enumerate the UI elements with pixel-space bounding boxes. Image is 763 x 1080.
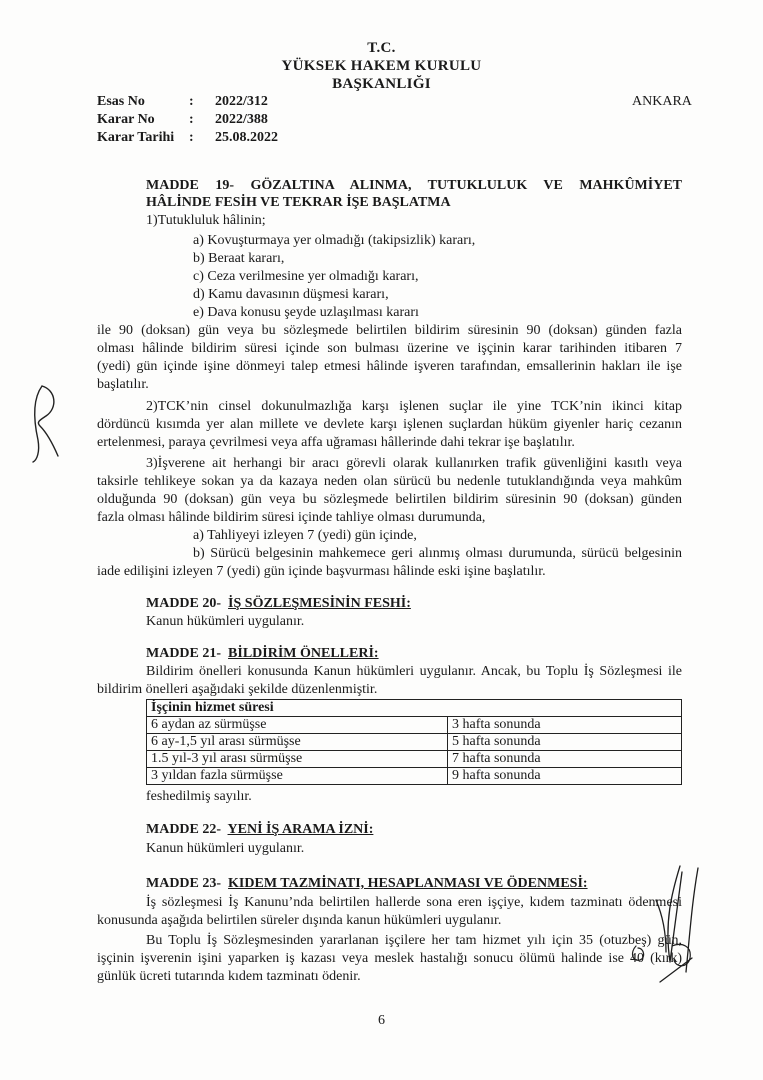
m19-p3b-line: iade edilişini izleyen 7 (yedi) gün içinde başvurması hâlinde eski işine başlatılır. [97, 564, 546, 579]
m23-p1-line: İş sözleşmesi İş Kanunu’nda belirtilen hallerde sona eren işçiye, kıdem tazminatı ödenmesi [146, 895, 682, 910]
m19-p3b-line: b) Sürücü belgesinin mahkemece geri alınmış olması durumunda, sürücü belgesinin [193, 546, 682, 561]
m19-p2-line: dördüncü kısımda yer alan millete ve devlete karşı işlenen suçlardan hüküm giyenler hariç cezanın [97, 417, 682, 432]
m23-p2-line: Bu Toplu İş Sözleşmesinden yararlanan işçilere her tam hizmet yılı için 35 (otuzbeş) gün, [146, 933, 682, 948]
header-court: YÜKSEK HAKEM KURULU [281, 58, 482, 74]
m19-p1b-line: olması hâlinde bildirim süresi içinde son bulması üzerine ve işçinin karar tarihinden itibaren 7 [97, 341, 682, 356]
notice-period-table [146, 699, 682, 785]
m19-item-d: d) Kamu davasının düşmesi kararı, [193, 287, 389, 302]
m19-item-b: b) Beraat kararı, [193, 251, 285, 266]
m21-after: feshedilmiş sayılır. [146, 789, 252, 804]
header-presidency: BAŞKANLIĞI [332, 76, 431, 92]
table-row [147, 768, 682, 785]
table-cell-duration: 6 aydan az sürmüşse [147, 717, 448, 734]
table-cell-duration: 6 ay-1,5 yıl arası sürmüşse [147, 734, 448, 751]
m20-text: Kanun hükümleri uygulanır. [146, 614, 305, 629]
signature-mark [600, 862, 730, 1012]
meta-esas: Esas No : 2022/312 [97, 94, 268, 109]
m19-p1b-line: ile 90 (doksan) gün veya bu sözleşmede belirtilen bildirim süresinin 90 (doksan) günden fazla [97, 323, 682, 338]
table-header-cell: İşçinin hizmet süresi [147, 700, 682, 717]
m23-heading: MADDE 23- KIDEM TAZMİNATI, HESAPLANMASI VE ÖDENMESİ: [146, 876, 588, 891]
m19-p3-line: olduğunda 90 (doksan) gün veya bu sözleşmede belirtilen bildirim süresinin 90 (doksan) günden [97, 492, 682, 507]
m19-p3-line: fazla olması hâlinde bildirim süresi içinde tahliye olması durumunda, [97, 510, 486, 525]
table-cell-duration: 3 yıldan fazla sürmüşse [147, 768, 448, 785]
m19-p2-line: 2)TCK’nin cinsel dokunulmazlığa karşı işlenen suçlar ile yine TCK’nin ikinci kitap [146, 399, 682, 414]
table-cell-notice: 9 hafta sonunda [448, 768, 682, 785]
m21-p-line: bildirim önelleri aşağıdaki şekilde düzenlenmiştir. [97, 682, 378, 697]
m19-item-e: e) Dava konusu şeyde uzlaşılması kararı [193, 305, 419, 320]
m19-p3-line: taksirle tehlikeye sokan ya da kazaya neden olan sürücü bu nedenle tutuklandığında veya mahkûm [97, 474, 682, 489]
m19-item-a: a) Kovuşturmaya yer olmadığı (takipsizlik) kararı, [193, 233, 476, 248]
table-cell-duration: 1.5 yıl-3 yıl arası sürmüşse [147, 751, 448, 768]
m22-heading: MADDE 22- YENİ İŞ ARAMA İZNİ: [146, 822, 374, 837]
m23-p2-line: işçinin işverenin işini yaparken iş kazası veya meslek hastalığı sonucu ölümü halinde ise 40 (kırk) [97, 951, 682, 966]
city: ANKARA [632, 94, 692, 109]
table-cell-notice: 5 hafta sonunda [448, 734, 682, 751]
table-cell-notice: 7 hafta sonunda [448, 751, 682, 768]
table-row [147, 751, 682, 768]
table-row [147, 717, 682, 734]
table-cell-notice: 3 hafta sonunda [448, 717, 682, 734]
meta-karar: Karar No : 2022/388 [97, 112, 268, 127]
m19-title-1: MADDE 19- GÖZALTINA ALINMA, TUTUKLULUK VE MAHKÛMİYET [146, 178, 682, 193]
m19-title-2: HÂLİNDE FESİH VE TEKRAR İŞE BAŞLATMA [146, 195, 451, 210]
m22-text: Kanun hükümleri uygulanır. [146, 841, 305, 856]
meta-tarih: Karar Tarihi : 25.08.2022 [97, 130, 278, 145]
m23-p1-line: konusunda aşağıda belirtilen süreler dışında kanun hükümleri uygulanır. [97, 913, 502, 928]
page-number: 6 [378, 1013, 385, 1028]
m21-p-line: Bildirim önelleri konusunda Kanun hükümleri uygulanır. Ancak, bu Toplu İş Sözleşmesi ile [146, 664, 682, 679]
m23-p2-line: günlük ücreti tutarında kıdem tazminatı ödenir. [97, 969, 361, 984]
m19-p3-line: 3)İşverene ait herhangi bir aracı görevli olarak kullanırken trafik güvenliğini kasıtlı veya [146, 456, 682, 471]
m20-heading: MADDE 20- İŞ SÖZLEŞMESİNİN FESHİ: [146, 596, 411, 611]
header-tc: T.C. [367, 40, 396, 56]
m19-p2-line: ertelenmesi, paraya çevrilmesi veya affa uğraması hâllerinde dahi tekrar işe başlatılır. [97, 435, 575, 450]
m19-item-c: c) Ceza verilmesine yer olmadığı kararı, [193, 269, 419, 284]
table-row [147, 734, 682, 751]
m19-p1: 1)Tutukluluk hâlinin; [146, 213, 266, 228]
m21-heading: MADDE 21- BİLDİRİM ÖNELLERİ: [146, 646, 379, 661]
m19-p3a: a) Tahliyeyi izleyen 7 (yedi) gün içinde, [193, 528, 417, 543]
handwritten-initial-mark [28, 382, 62, 464]
table-header-row [147, 700, 682, 717]
m19-p1b-line: (yedi) gün içinde işine dönmeyi talep etmesi hâlinde işveren tarafından, emsallerinin hakları ile işe [97, 359, 682, 374]
m19-p1b-line: başlatılır. [97, 377, 149, 392]
